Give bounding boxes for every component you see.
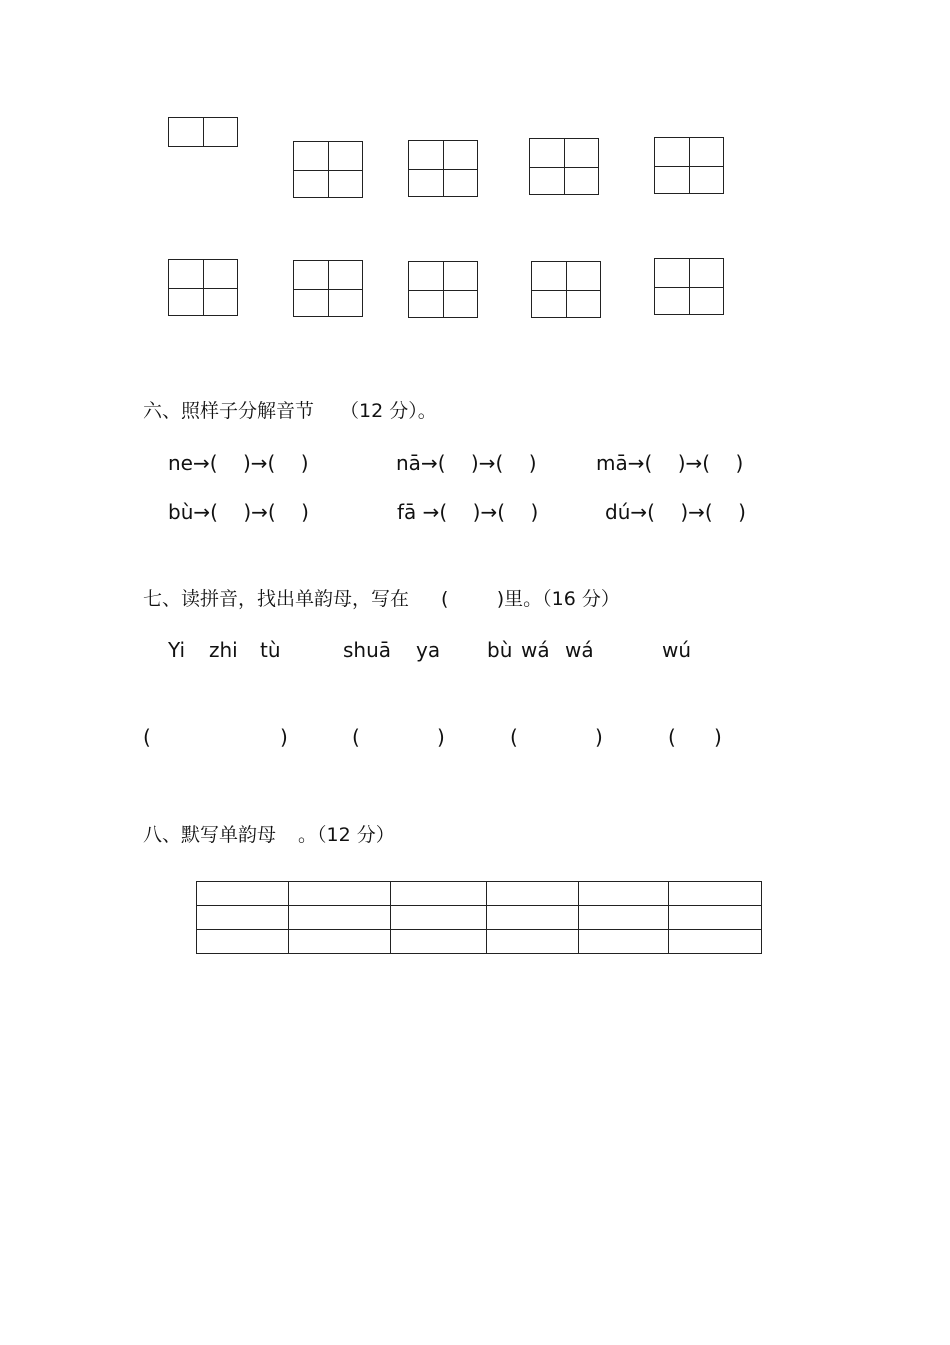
pinyin-word: shuā: [343, 638, 392, 662]
grid-cell: [487, 882, 579, 906]
pinyin-word: wá: [565, 638, 594, 662]
grid-cell: [197, 882, 289, 906]
grid-cell: [487, 906, 579, 930]
grid-row: [197, 930, 762, 954]
writing-box: [293, 141, 363, 198]
writing-box: [408, 261, 478, 318]
grid-row: [197, 906, 762, 930]
section8-title: 八、默写单韵母 。（12 分）: [143, 824, 395, 846]
syllable-item: fā →( )→( ): [397, 500, 539, 524]
grid-row: [197, 882, 762, 906]
section6-title: 六、照样子分解音节 （12 分）。: [143, 400, 437, 422]
pinyin-word: bù: [487, 638, 513, 662]
answer-grid: [196, 881, 762, 954]
pinyin-word: zhi: [209, 638, 238, 662]
writing-box: [168, 259, 238, 316]
pinyin-word: wá: [521, 638, 550, 662]
grid-cell: [579, 930, 669, 954]
grid-cell: [579, 906, 669, 930]
syllable-item: ne→( )→( ): [168, 451, 309, 475]
grid-cell: [391, 882, 487, 906]
answer-bracket-open: (: [668, 725, 676, 749]
writing-box: [529, 138, 599, 195]
answer-bracket-close: ): [280, 725, 288, 749]
answer-bracket-close: ): [595, 725, 603, 749]
syllable-item: nā→( )→( ): [396, 451, 537, 475]
writing-box: [654, 137, 724, 194]
syllable-item: bù→( )→( ): [168, 500, 309, 524]
writing-box: [293, 260, 363, 317]
grid-cell: [197, 930, 289, 954]
grid-cell: [289, 906, 391, 930]
grid-cell: [669, 882, 762, 906]
answer-bracket-open: (: [143, 725, 151, 749]
section7-title: 七、读拼音，找出单韵母，写在 ( )里。（16 分）: [143, 588, 620, 610]
grid-cell: [289, 930, 391, 954]
writing-box: [654, 258, 724, 315]
grid-cell: [579, 882, 669, 906]
grid-cell: [289, 882, 391, 906]
grid-cell: [669, 930, 762, 954]
writing-box: [168, 117, 238, 147]
answer-bracket-open: (: [352, 725, 360, 749]
grid-cell: [391, 930, 487, 954]
answer-bracket-close: ): [437, 725, 445, 749]
writing-box: [531, 261, 601, 318]
grid-cell: [197, 906, 289, 930]
syllable-item: mā→( )→( ): [596, 451, 744, 475]
pinyin-word: tù: [260, 638, 281, 662]
pinyin-word: wú: [662, 638, 692, 662]
answer-bracket-close: ): [714, 725, 722, 749]
grid-cell: [669, 906, 762, 930]
syllable-item: dú→( )→( ): [605, 500, 746, 524]
grid-cell: [487, 930, 579, 954]
pinyin-word: ya: [416, 638, 441, 662]
writing-box: [408, 140, 478, 197]
answer-bracket-open: (: [510, 725, 518, 749]
grid-cell: [391, 906, 487, 930]
pinyin-word: Yi: [168, 638, 186, 662]
